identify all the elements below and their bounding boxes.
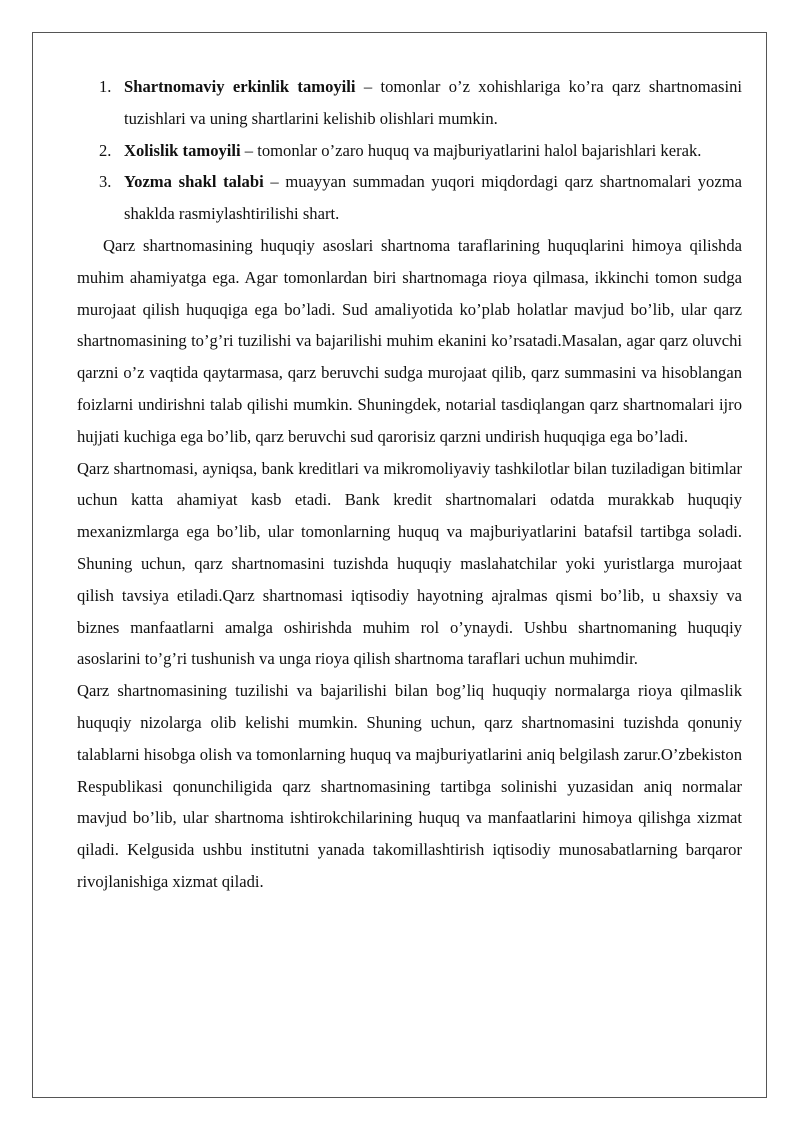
principle-description: – tomonlar o’z xohishlariga ko’ra qarz shartnomasini tuzishlari va uning shartlarini kelishib olishlari mumkin.: [124, 77, 743, 128]
paragraph-legal-norms: Qarz shartnomasining tuzilishi va bajarilishi bilan bog’liq huquqiy normalarga rioya qilmaslik huquqiy nizolarga olib kelishi mumkin. Shuning uchun, qarz shartnomasini tuzishda qonuniy talablarni hisobga olish va tomonlarning huquq va majburiyatlarini aniq belgilash zarur.O’zbekiston Respublikasi qonunchiligida qarz shartnomasining tartibga solinishi yuzasidan aniq normalar mavjud bo’lib, ular shartnoma ishtirokchilarining huquq va manfaatlarini himoya qilishga xizmat qiladi. Kelgusida ushbu institutni yanada takomillashtirish iqtisodiy munosabatlarning barqaror rivojlanishiga xizmat qiladi.: [77, 681, 742, 891]
list-number: 3.: [99, 172, 112, 192]
list-item: [77, 135, 742, 167]
list-number: 1.: [99, 77, 112, 96]
paragraph-legal-basis: Qarz shartnomasining huquqiy asoslari shartnoma taraflarining huquqlarini himoya qilishda muhim ahamiyatga ega. Agar tomonlardan biri shartnomaga rioya qilmasa, ikkinchi tomon sudga murojaat qilish huquqiga ega bo’ladi. Sud amaliyotida ko’plab holatlar mavjud bo’lib, ular qarz shartnomasining to’g’ri tuzilishi va bajarilishi muhim ekanini ko’rsatadi.Masalan, agar qarz oluvchi qarzni o’z vaqtida qaytarmasa, qarz beruvchi sudga murojaat qilib, qarz summasini va hisoblangan foizlarni undirishni talab qilishi mumkin. Shuningdek, notarial tasdiqlangan qarz shartnomalari ijro hujjati kuchiga ega bo’lib, qarz beruvchi sud qarorisiz qarzni undirish huquqiga ega bo’ladi.: [77, 235, 742, 446]
list-number: 2.: [99, 140, 112, 160]
principle-term: Shartnomaviy erkinlik tamoyili: [124, 77, 356, 96]
list-item: [77, 166, 742, 230]
principle-term: Yozma shakl talabi: [124, 172, 264, 192]
principle-term: Xolislik tamoyili: [124, 140, 241, 160]
principle-description: – muayyan summadan yuqori miqdordagi qarz shartnomalari yozma shaklda rasmiylashtirilishi shart.: [124, 172, 742, 224]
principle-description: – tomonlar o’zaro huquq va majburiyatlarini halol bajarishlari kerak.: [240, 140, 702, 160]
document-body: [77, 71, 742, 898]
list-item: [77, 71, 742, 135]
paragraph-bank-credits: Qarz shartnomasi, ayniqsa, bank kreditlari va mikromoliyaviy tashkilotlar bilan tuziladigan bitimlar uchun katta ahamiyat kasb etadi. Bank kredit shartnomalari odatda murakkab huquqiy mexanizmlarga ega bo’lib, ular tomonlarning huquq va majburiyatlarini batafsil tartibga soladi. Shuning uchun, qarz shartnomasini tuzishda huquqiy maslahatchilar yoki yuristlarga murojaat qilish tavsiya etiladi.Qarz shartnomasi iqtisodiy hayotning ajralmas qismi bo’lib, u shaxsiy va biznes manfaatlarni amalga oshirishda muhim rol o’ynaydi. Ushbu shartnomaning huquqiy asoslarini to’g’ri tushunish va unga rioya qilish shartnoma taraflari uchun muhimdir.: [77, 458, 742, 669]
principles-list: [77, 71, 742, 230]
